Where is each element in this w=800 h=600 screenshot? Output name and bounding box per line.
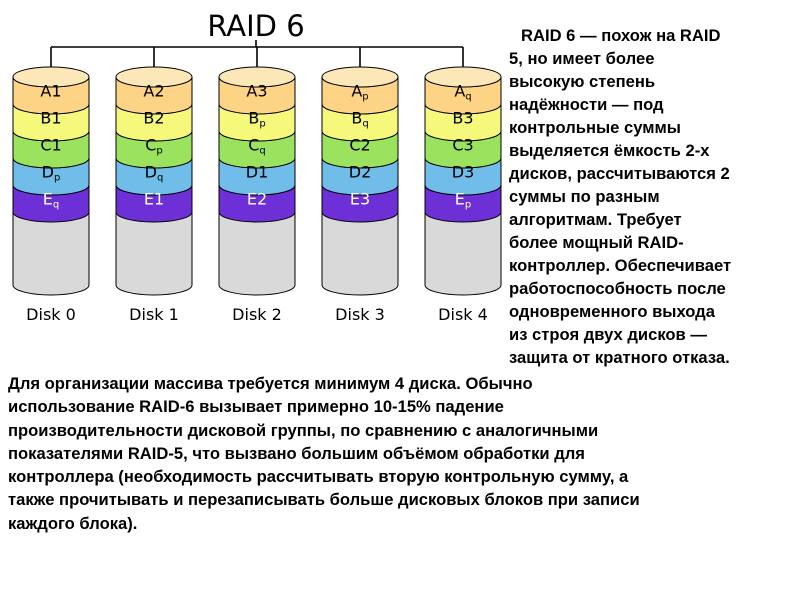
- block-label: A1: [40, 81, 62, 101]
- side-text-line: защита от кратного отказа.: [509, 348, 730, 367]
- block-label: E2: [246, 189, 268, 209]
- block-label: Ap: [351, 81, 369, 103]
- side-text-line: контрольные суммы: [509, 118, 681, 137]
- disk-empty-space: [322, 212, 398, 295]
- block-label: E1: [143, 189, 165, 209]
- bottom-text-line: также прочитывать и перезаписывать больше дисковых блоков при записи: [8, 490, 640, 510]
- disk-0: [13, 67, 89, 324]
- diagram-title: RAID 6: [207, 9, 305, 43]
- disk-1: [116, 67, 192, 324]
- disk-2: [219, 67, 295, 324]
- raid6-description: [509, 24, 775, 369]
- block-label: Bp: [248, 108, 266, 130]
- block-label: A3: [246, 81, 268, 101]
- block-label: C1: [40, 135, 62, 155]
- block-label: D1: [245, 162, 269, 182]
- side-text-line: более мощный RAID-: [509, 233, 684, 252]
- side-text-line: алгоритмам. Требует: [509, 210, 682, 229]
- block-label: C2: [349, 135, 371, 155]
- block-label: Dq: [144, 162, 164, 184]
- disk-array: [13, 67, 501, 324]
- block-label: Eq: [42, 189, 60, 211]
- side-text-line: выделяется ёмкость 2-х: [509, 141, 710, 160]
- block-label: D2: [348, 162, 372, 182]
- block-label: Cq: [248, 135, 266, 157]
- side-text-line: работоспособность после: [509, 279, 726, 298]
- disk-label: Disk 4: [438, 305, 488, 324]
- bottom-text-line: каждого блока).: [8, 513, 138, 533]
- disk-label: Disk 1: [129, 305, 179, 324]
- side-text-line: 5, но имеет более: [509, 49, 655, 68]
- block-label: Bq: [351, 108, 369, 130]
- bottom-text-line: контроллера (необходимость рассчитывать вторую контрольную сумму, а: [8, 467, 629, 487]
- side-text-line: надёжности — под: [509, 95, 664, 114]
- disk-connectors: [51, 40, 463, 67]
- bottom-text-line: Для организации массива требуется минимум 4 диска. Обычно: [8, 374, 533, 393]
- raid6-performance-note: [8, 372, 798, 535]
- disk-empty-space: [116, 212, 192, 295]
- side-text-line: RAID 6 — похож на RAID: [521, 26, 721, 45]
- bottom-text-line: использование RAID-6 вызывает примерно 10-15% падение: [8, 397, 504, 417]
- side-text-line: контроллер. Обеспечивает: [509, 256, 732, 275]
- disk-empty-space: [219, 212, 295, 295]
- disk-3: [322, 67, 398, 324]
- disk-empty-space: [13, 212, 89, 295]
- block-label: Cp: [145, 135, 163, 157]
- block-label: B3: [452, 108, 474, 128]
- block-label: A2: [143, 81, 165, 101]
- side-text-line: одновременного выхода: [509, 302, 715, 321]
- side-text-line: дисков, рассчитываются 2: [509, 164, 730, 183]
- side-text-line: суммы по разным: [509, 187, 660, 206]
- block-label: Dp: [41, 162, 61, 184]
- block-label: E3: [349, 189, 371, 209]
- block-label: C3: [452, 135, 474, 155]
- block-label: D3: [451, 162, 475, 182]
- side-text-line: высокую степень: [509, 72, 656, 91]
- block-label: B2: [143, 108, 165, 128]
- bottom-text-line: производительности дисковой группы, по сравнению с аналогичными: [8, 420, 599, 440]
- block-label: Aq: [454, 81, 472, 103]
- disk-label: Disk 0: [26, 305, 76, 324]
- block-label: Ep: [454, 189, 472, 211]
- disk-empty-space: [425, 212, 501, 295]
- disk-4: [425, 67, 501, 324]
- side-text-line: из строя двух дисков —: [509, 325, 707, 344]
- disk-label: Disk 3: [335, 305, 385, 324]
- disk-label: Disk 2: [232, 305, 282, 324]
- bottom-text-line: показателями RAID-5, что вызвано большим объёмом обработки для: [8, 443, 585, 463]
- block-label: B1: [40, 108, 62, 128]
